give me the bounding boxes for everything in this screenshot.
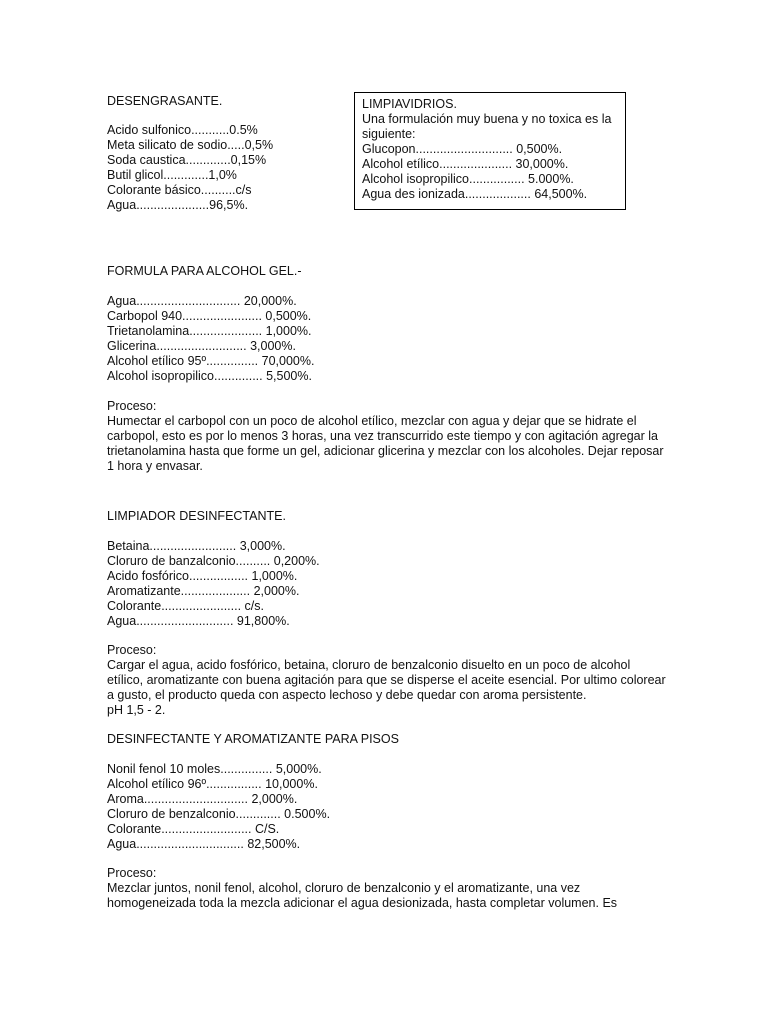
alcohol-gel-item: Alcohol isopropilico.............. 5,500%. xyxy=(107,369,312,383)
desengrasante-item: Colorante básico..........c/s xyxy=(107,183,252,197)
limpiador-item: Agua............................ 91,800%. xyxy=(107,614,290,628)
limpiavidrios-title: LIMPIAVIDRIOS. xyxy=(362,97,457,111)
pisos-item: Aroma.............................. 2,000%. xyxy=(107,792,298,806)
limpiavidrios-item: Alcohol etílico..................... 30,000%. xyxy=(362,157,569,171)
limpiador-title: LIMPIADOR DESINFECTANTE. xyxy=(107,509,286,523)
alcohol-gel-item: Alcohol etílico 95º............... 70,000%. xyxy=(107,354,315,368)
desengrasante-item: Butil glicol.............1,0% xyxy=(107,168,237,182)
desengrasante-item: Agua.....................96,5%. xyxy=(107,198,249,212)
limpiador-item: Colorante....................... c/s. xyxy=(107,599,264,613)
pisos-item: Colorante.......................... C/S. xyxy=(107,822,280,836)
pisos-proceso-label: Proceso: xyxy=(107,866,157,880)
limpiavidrios-intro: siguiente: xyxy=(362,127,416,141)
alcohol-gel-item: Agua.............................. 20,000%. xyxy=(107,294,297,308)
limpiador-ph: pH 1,5 - 2. xyxy=(107,703,166,717)
desengrasante-title: DESENGRASANTE. xyxy=(107,94,223,108)
limpiavidrios-intro: Una formulación muy buena y no toxica es la xyxy=(362,112,612,126)
pisos-item: Alcohol etílico 96º................ 10,000%. xyxy=(107,777,318,791)
pisos-item: Cloruro de benzalconio............. 0.500%. xyxy=(107,807,331,821)
limpiador-item: Cloruro de banzalconio.......... 0,200%. xyxy=(107,554,320,568)
limpiador-item: Aromatizante.................... 2,000%. xyxy=(107,584,300,598)
alcohol-gel-item: Glicerina.......................... 3,000%. xyxy=(107,339,296,353)
pisos-item: Nonil fenol 10 moles............... 5,000%. xyxy=(107,762,322,776)
limpiador-item: Betaina......................... 3,000%. xyxy=(107,539,286,553)
limpiavidrios-box xyxy=(354,92,626,210)
limpiavidrios-item: Agua des ionizada................... 64,500%. xyxy=(362,187,588,201)
alcohol-gel-item: Carbopol 940....................... 0,500%. xyxy=(107,309,312,323)
pisos-title: DESINFECTANTE Y AROMATIZANTE PARA PISOS xyxy=(107,732,399,746)
alcohol-gel-title: FORMULA PARA ALCOHOL GEL.- xyxy=(107,264,302,278)
limpiador-proceso-label: Proceso: xyxy=(107,643,157,657)
desengrasante-item: Acido sulfonico...........0.5% xyxy=(107,123,258,137)
alcohol-gel-proceso-label: Proceso: xyxy=(107,399,157,413)
alcohol-gel-item: Trietanolamina..................... 1,000%. xyxy=(107,324,312,338)
pisos-proceso-text: Mezclar juntos, nonil fenol, alcohol, cloruro de benzalconio y el aromatizante, una vez homogeneizada toda la mezcla adicionar el agua desionizada, hasta completar volumen. Es xyxy=(107,881,618,910)
alcohol-gel-proceso-text: Humectar el carbopol con un poco de alcohol etílico, mezclar con agua y dejar que se hidrate el carbopol, esto es por lo menos 3 horas, una vez transcurrido este tiempo y con agitación agregar la trietanolamina hasta que forme un gel, adicionar glicerina y mezclar con los alcoholes. Dejar reposar 1 hora y envasar. xyxy=(107,414,664,473)
limpiavidrios-item: Alcohol isopropilico................ 5.000%. xyxy=(362,172,574,186)
limpiador-proceso-text: Cargar el agua, acido fosfórico, betaina, cloruro de benzalconio disuelto en un poco de alcohol etílico, aromatizante con buena agitación para que se disperse el aceite esencial. Por ultimo colorear a gusto, el producto queda con aspecto lechoso y debe quedar con aroma persistente. xyxy=(107,658,666,702)
limpiador-item: Acido fosfórico................. 1,000%. xyxy=(107,569,298,583)
desengrasante-item: Meta silicato de sodio.....0,5% xyxy=(107,138,274,152)
desengrasante-item: Soda caustica.............0,15% xyxy=(107,153,267,167)
limpiavidrios-item: Glucopon............................ 0,500%. xyxy=(362,142,563,156)
pisos-item: Agua............................... 82,500%. xyxy=(107,837,301,851)
